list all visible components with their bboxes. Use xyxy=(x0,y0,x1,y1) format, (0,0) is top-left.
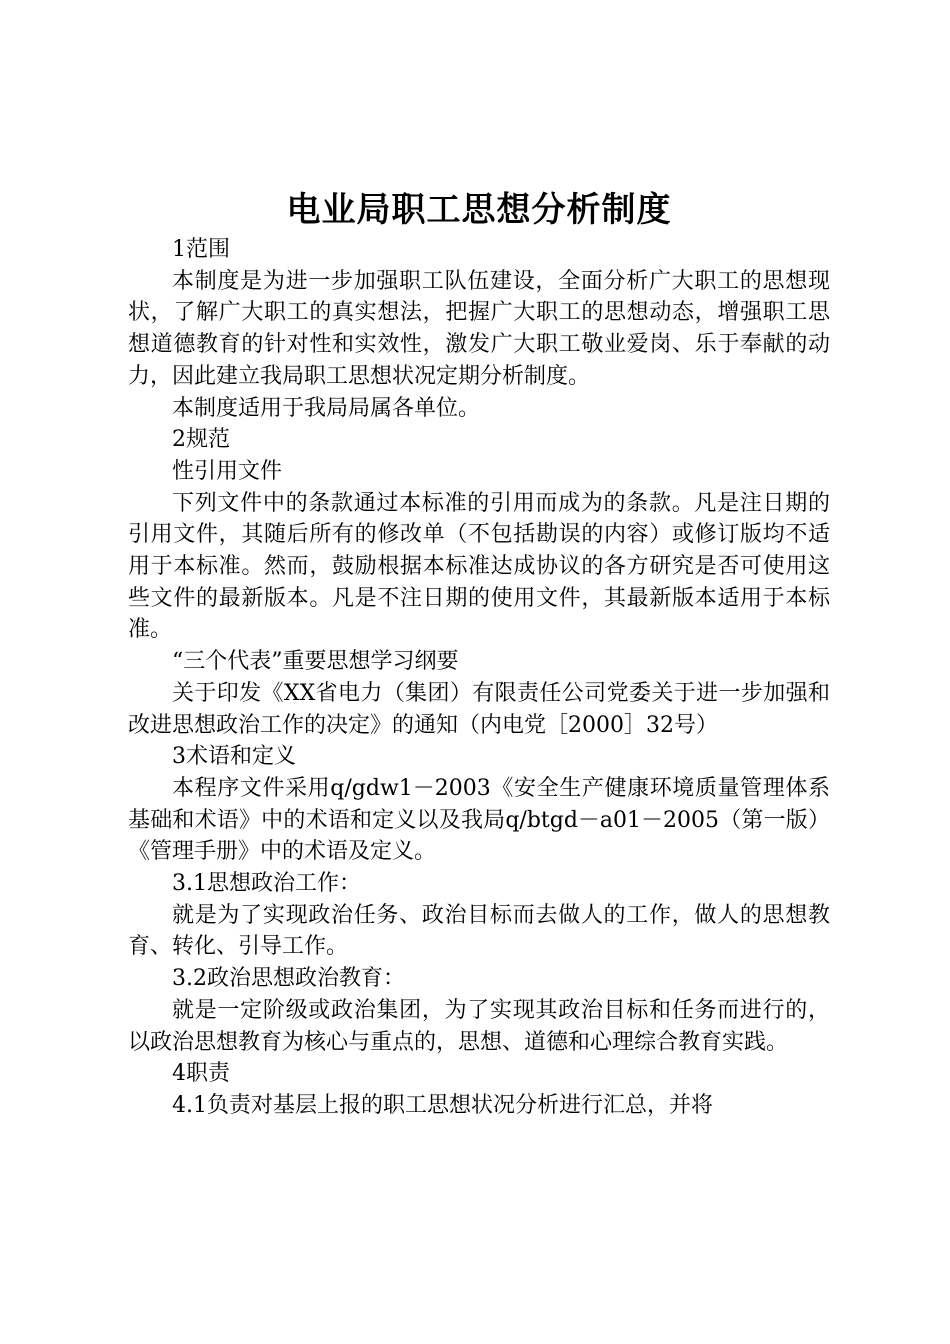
document-body xyxy=(128,186,830,1122)
section-heading-terms: 3术语和定义 xyxy=(172,744,296,770)
paragraph-referenced-files: 下列文件中的条款通过本标准的引用而成为的条款。凡是注日期的引用文件，其随后所有的修改单（不包括勘误的内容）或修订版均不适用于本标准。然而，鼓励根据本标准达成协议的各方研究是否可使用这些文件的最新版本。凡是不注日期的使用文件，其最新版本适用于本标准。 xyxy=(128,490,830,643)
term-definition-3-2: 就是一定阶级或政治集团，为了实现其政治目标和任务而进行的，以政治思想教育为核心与重点的，思想、道德和心理综合教育实践。 xyxy=(128,997,830,1055)
duty-item-4-1: 4.1负责对基层上报的职工思想状况分析进行汇总，并将 xyxy=(172,1092,713,1118)
section-heading-normative-cont: 性引用文件 xyxy=(172,458,283,484)
term-heading-3-1: 3.1思想政治工作： xyxy=(172,871,361,897)
term-heading-3-2: 3.2政治思想政治教育： xyxy=(172,966,405,992)
paragraph-terms: 本程序文件采用q/gdw1－2003《安全生产健康环境质量管理体系基础和术语》中的术语和定义以及我局q/btgd－a01－2005（第一版）《管理手册》中的术语及定义。 xyxy=(128,775,830,865)
reference-item-1: “三个代表”重要思想学习纲要 xyxy=(172,649,459,675)
document-title: 电业局职工思想分析制度 xyxy=(286,190,672,230)
section-heading-scope: 1范围 xyxy=(172,237,230,262)
section-heading-duties: 4职责 xyxy=(172,1061,230,1087)
section-heading-normative: 2规范 xyxy=(172,427,230,453)
term-definition-3-1: 就是为了实现政治任务、政治目标而去做人的工作，做人的思想教育、转化、引导工作。 xyxy=(128,902,830,960)
paragraph-purpose: 本制度是为进一步加强职工队伍建设，全面分析广大职工的思想现状，了解广大职工的真实想法，把握广大职工的思想动态，增强职工思想道德教育的针对性和实效性，激发广大职工敬业爱岗、乐于奉献的动力，因此建立我局职工思想状况定期分析制度。 xyxy=(128,268,830,389)
paragraph-applicability: 本制度适用于我局局属各单位。 xyxy=(172,395,481,421)
reference-item-2: 关于印发《XX省电力（集团）有限责任公司党委关于进一步加强和改进思想政治工作的决定》的通知（内电党［2000］32号） xyxy=(128,680,830,738)
